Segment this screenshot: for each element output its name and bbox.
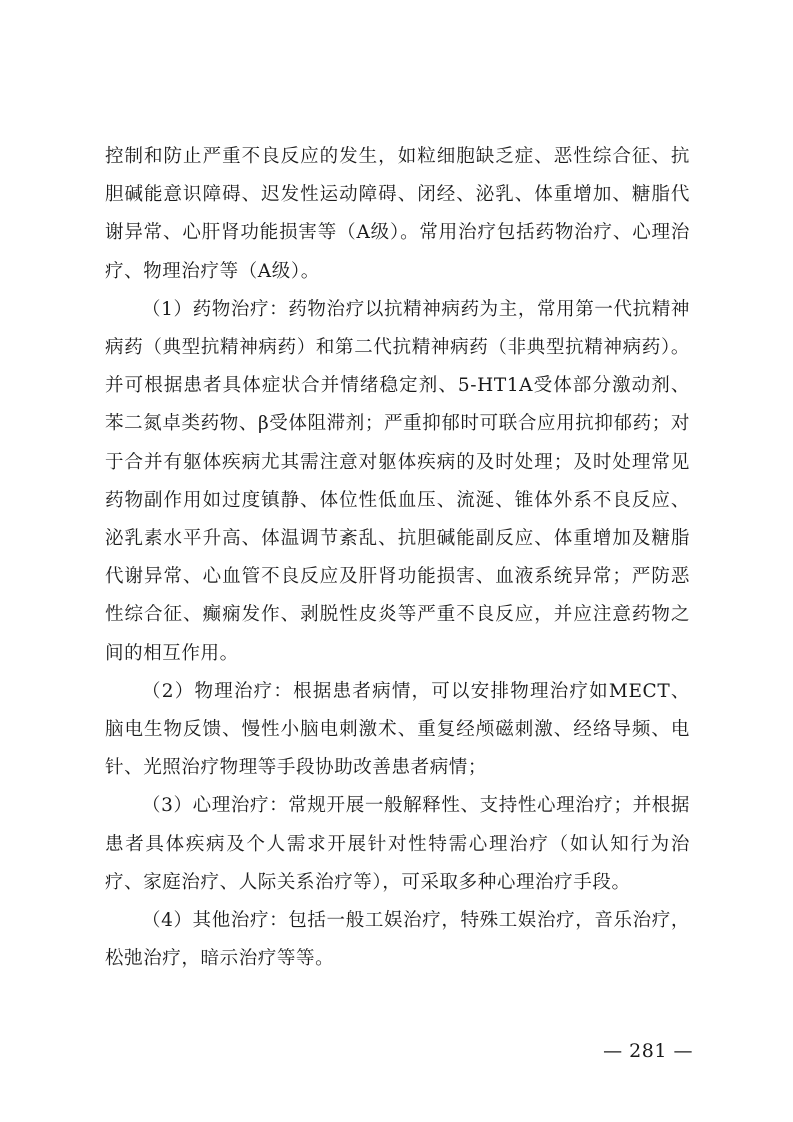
paragraph-other-therapy: （4）其他治疗：包括一般工娱治疗，特殊工娱治疗，音乐治疗，松弛治疗，暗示治疗等等。 [105,910,690,970]
paragraph-psychotherapy: （3）心理治疗：常规开展一般解释性、支持性心理治疗；并根据患者具体疾病及个人需求开展针对性特需心理治疗（如认知行为治疗、家庭治疗、人际关系治疗等），可采取多种心理治疗手段。 [105,795,690,893]
paragraph-treatment-intro: 控制和防止严重不良反应的发生，如粒细胞缺乏症、恶性综合征、抗胆碱能意识障碍、迟发性运动障碍、闭经、泌乳、体重增加、糖脂代谢异常、心肝肾功能损害等（A级）。常用治疗包括药物治疗、心理治疗、物理治疗等（A级）。 [105,146,690,282]
paragraph-drug-therapy: （1）药物治疗：药物治疗以抗精神病药为主，常用第一代抗精神病药（典型抗精神病药）和第二代抗精神病药（非典型抗精神病药）。并可根据患者具体症状合并情绪稳定剂、5-HT1A受体部分激动剂、苯二氮卓类药物、β受体阻滞剂；严重抑郁时可联合应用抗抑郁药；对于合并有躯体疾病尤其需注意对躯体疾病的及时处理；及时处理常见药物副作用如过度镇静、体位性低血压、流涎、锥体外系不良反应、泌乳素水平升高、体温调节紊乱、抗胆碱能副反应、体重增加及糖脂代谢异常、心血管不良反应及肝肾功能损害、血液系统异常；严防恶性综合征、癫痫发作、剥脱性皮炎等严重不良反应，并应注意药物之间的相互作用。 [105,298,690,664]
body-text [105,138,690,978]
page-number: — 281 — [603,1040,693,1062]
paragraph-physical-therapy: （2）物理治疗：根据患者病情，可以安排物理治疗如MECT、脑电生物反馈、慢性小脑电刺激术、重复经颅磁刺激、经络导频、电针、光照治疗物理等手段协助改善患者病情； [105,680,690,779]
